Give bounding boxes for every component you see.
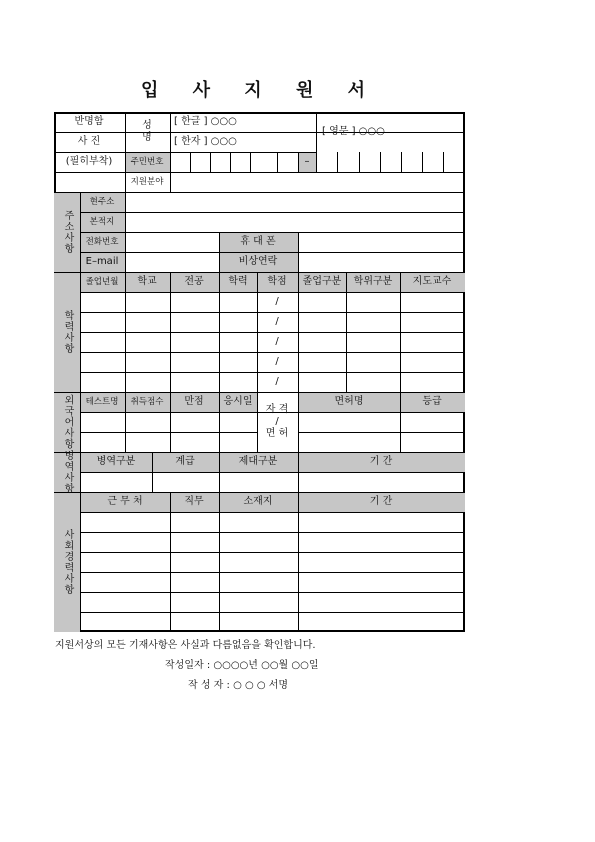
- photo-label-line2: 사 진: [77, 136, 101, 147]
- license-label: 자 격 / 면 허: [265, 404, 289, 439]
- education-header-2: 학교: [137, 276, 157, 287]
- language-section-heading: 외국어사항: [62, 394, 73, 450]
- mobile-label: 휴 대 폰: [240, 236, 276, 247]
- education-header-8: 지도교수: [412, 276, 452, 287]
- grid-line: [54, 392, 465, 393]
- grid-line: [80, 192, 81, 272]
- writer-signature-line: 작 성 자 : ○ ○ ○ 서명: [188, 680, 289, 691]
- grid-line: [219, 232, 220, 272]
- grid-line: [422, 152, 423, 172]
- grid-line: [80, 232, 465, 233]
- grid-line: [80, 312, 465, 313]
- id-number-dash: –: [304, 156, 310, 167]
- grid-line: [277, 152, 278, 172]
- grid-line: [298, 432, 465, 433]
- grid-line: [80, 512, 465, 513]
- phone-label: 전화번호: [85, 237, 119, 247]
- military-header-3: 제대구분: [238, 456, 278, 467]
- grid-line: [316, 112, 317, 152]
- grid-line: [443, 152, 444, 172]
- language-header-3: 만점: [184, 396, 204, 407]
- grid-line: [80, 452, 81, 492]
- military-section-heading: 병역사항: [62, 450, 73, 494]
- grid-line: [125, 272, 126, 392]
- grid-line: [250, 152, 251, 172]
- grade-slash: /: [275, 336, 279, 347]
- grid-line: [80, 592, 465, 593]
- grid-line: [80, 352, 465, 353]
- grid-line: [219, 492, 220, 632]
- military-header-1: 병역구분: [96, 456, 136, 467]
- grade-slash: /: [275, 316, 279, 327]
- grid-line: [400, 272, 401, 392]
- grid-line: [80, 392, 81, 452]
- grid-line: [54, 272, 465, 273]
- grid-line: [80, 572, 465, 573]
- grid-line: [219, 392, 220, 452]
- grid-line: [54, 452, 465, 453]
- education-header-6: 졸업구분: [302, 276, 342, 287]
- education-section-heading: 학력사항: [62, 310, 73, 354]
- grid-line: [125, 392, 126, 452]
- grade-slash: /: [275, 356, 279, 367]
- grid-line: [54, 192, 465, 193]
- grid-line: [346, 272, 347, 392]
- name-label: 성 명: [142, 120, 152, 143]
- grid-line: [54, 492, 465, 493]
- grid-line: [80, 532, 465, 533]
- grid-line: [125, 192, 126, 272]
- license-grade-header: 등급: [422, 396, 442, 407]
- grid-line: [125, 112, 126, 192]
- language-header-1: 테스트명: [85, 397, 119, 407]
- grid-line: [80, 332, 465, 333]
- confirmation-statement: 지원서상의 모든 기재사항은 사실과 다름없음을 확인합니다.: [55, 640, 316, 651]
- grid-line: [257, 272, 258, 392]
- grid-line: [210, 152, 211, 172]
- grid-line: [298, 152, 299, 172]
- id-number-label: 주민번호: [130, 157, 164, 167]
- grid-line: [170, 172, 171, 192]
- grid-line: [80, 472, 465, 473]
- grid-line: [298, 452, 299, 492]
- page-title: 입 사 지 원 서: [140, 80, 379, 101]
- education-header-7: 학위구분: [353, 276, 393, 287]
- grid-line: [170, 392, 171, 452]
- date-line: 작성일자 : ○○○○년 ○○월 ○○일: [165, 660, 319, 671]
- grid-line: [80, 492, 81, 632]
- grid-line: [80, 252, 465, 253]
- grid-line: [80, 552, 465, 553]
- grid-line: [298, 232, 299, 272]
- grid-line: [380, 152, 381, 172]
- career-header-2: 직무: [184, 496, 204, 507]
- education-header-3: 전공: [184, 276, 204, 287]
- career-header-4: 기 간: [369, 496, 393, 507]
- grid-line: [316, 152, 317, 172]
- education-header-4: 학력: [228, 276, 248, 287]
- license-name-header: 면허명: [334, 396, 364, 407]
- grid-line: [80, 212, 465, 213]
- grid-line: [401, 152, 402, 172]
- grid-line: [190, 152, 191, 172]
- grid-line: [359, 152, 360, 172]
- name-english-value: [ 영문 ] ○○○: [322, 126, 385, 137]
- grid-line: [80, 432, 257, 433]
- military-header-2: 계급: [175, 456, 195, 467]
- grid-line: [152, 452, 153, 492]
- photo-label-line1: 반명함: [74, 116, 104, 127]
- current-address-label: 현주소: [89, 197, 115, 207]
- grid-line: [298, 392, 299, 452]
- grid-line: [257, 392, 258, 452]
- grid-line: [400, 392, 401, 452]
- photo-label-line3: (필히부착): [65, 156, 113, 167]
- education-header-1: 졸업년월: [85, 277, 119, 287]
- grid-line: [219, 272, 220, 392]
- emergency-contact-label: 비상연락: [238, 256, 278, 267]
- apply-field-label: 지원분야: [130, 177, 164, 187]
- grid-line: [80, 612, 465, 613]
- grid-line: [170, 112, 171, 172]
- email-label: E–mail: [85, 256, 119, 267]
- grid-line: [170, 492, 171, 632]
- language-header-2: 취득점수: [130, 397, 164, 407]
- grid-line: [170, 272, 171, 392]
- career-header-1: 근 무 처: [107, 496, 143, 507]
- military-header-4: 기 간: [369, 456, 393, 467]
- grade-slash: /: [275, 296, 279, 307]
- grid-line: [298, 492, 299, 632]
- education-header-5: 학점: [267, 276, 287, 287]
- address-section-heading: 주소사항: [62, 210, 73, 254]
- name-hanja-value: [ 한자 ] ○○○: [174, 136, 237, 147]
- career-header-3: 소재지: [243, 496, 273, 507]
- grid-line: [230, 152, 231, 172]
- application-form: [54, 112, 465, 632]
- grid-line: [219, 452, 220, 492]
- grid-line: [54, 132, 465, 133]
- grid-line: [80, 292, 465, 293]
- language-header-4: 응시일: [223, 396, 253, 407]
- grid-line: [54, 172, 465, 173]
- registered-address-label: 본적지: [89, 217, 115, 227]
- grade-slash: /: [275, 376, 279, 387]
- grid-line: [80, 272, 81, 392]
- career-section-heading: 사회경력사항: [62, 529, 73, 595]
- grid-line: [337, 152, 338, 172]
- name-korean-value: [ 한글 ] ○○○: [174, 116, 237, 127]
- grid-line: [80, 372, 465, 373]
- grid-line: [298, 272, 299, 392]
